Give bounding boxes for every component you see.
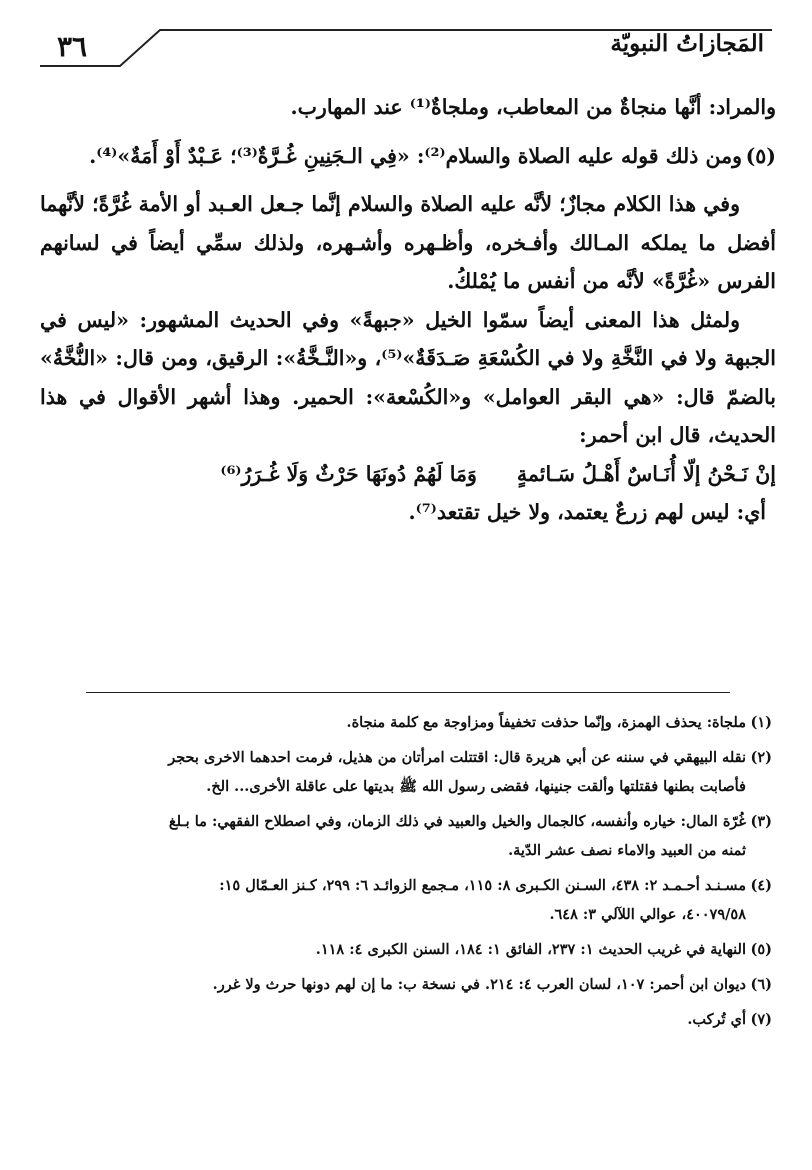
footnote-5 (44, 935, 772, 964)
footnote-1 (44, 708, 772, 737)
footnote-text: النهاية في غريب الحديث ١: ٢٣٧، الفائق ١: ١٨٤، السنن الكبرى ٤: ١١٨. (315, 941, 746, 958)
footnotes (44, 708, 772, 1040)
page-header (40, 22, 772, 72)
footnote-number: (١) (750, 714, 772, 731)
footnote-text: غُرّة المال: خياره وأنفسه، كالجمال والخيل والعبيد في ذلك الزمان، وفي اصطلاح الفقهي: ما بـلغ (168, 813, 746, 830)
poetry-verse (40, 455, 776, 494)
footnote-number: (٥) (750, 941, 772, 958)
footnote-text: ملجاة: يحذف الهمزة، وإنّما حذفت تخفيفاً ومزاوجة مع كلمة منجاة. (346, 714, 746, 731)
footnote-continuation: ٤٠٠٧٩/٥٨، عوالي اللآلي ٣: ٦٤٨. (549, 906, 746, 923)
footnote-number: (٣) (750, 813, 772, 830)
footnote-text: أي تُركب. (687, 1011, 746, 1028)
footnote-separator (86, 692, 730, 693)
verse-gloss: أي: ليس لهم زرعٌ يعتمد، ولا خيل تقتعد⁽⁷⁾. (408, 500, 766, 524)
item-text: ومن ذلك قوله عليه الصلاة والسلام⁽²⁾: «فِي الـجَنِينِ غُـرَّةٌ⁽³⁾؛ عَـبْدٌ أَوْ أَمَةٌ»⁽⁴⁾. (89, 143, 742, 168)
footnote-number: (٢) (750, 749, 772, 766)
footnote-text: ديوان ابن أحمر: ١٠٧، لسان العرب ٤: ٢١٤. في نسخة ب: ما إن لهم دونها حرث ولا غرر. (212, 976, 746, 993)
footnote-6 (44, 970, 772, 999)
footnote-number: (٧) (750, 1011, 772, 1028)
footnote-number: (٤) (750, 877, 772, 894)
main-text (40, 88, 776, 532)
verse-first-hemistich: إنْ نَـحْنُ إلّا أُنَـاسٌ أَهْـلُ سَـائمةٍ (516, 461, 776, 486)
paragraph-2: وفي هذا الكلام مجازٌ؛ لأنَّه عليه الصلاة والسلام إنَّما جـعل العـبد أو الأمة غُرَّةً؛ لأنَّهما أفضل ما يملكه المـالك وأفـخره، وأظـهره وأشـهره، ولذلك سمِّي أيضاً في لسانهم الفرس «غُرَّةً» لأنَّه من أنفس ما يُمْلكُ. (40, 192, 776, 293)
footnote-number: (٦) (750, 976, 772, 993)
paragraph-1: والمراد: أنَّها منجاةٌ من المعاطب، وملجاةٌ⁽¹⁾ عند المهارب. (290, 95, 776, 119)
footnote-continuation: ثمنه من العبيد والاماء نصف عشر الدّية. (508, 842, 746, 859)
verse-second-hemistich: وَمَا لَهُمْ دُونَهَا حَرْثٌ وَلَا غُـرَرُ⁽⁶⁾ (220, 461, 477, 486)
numbered-item-5 (40, 137, 776, 176)
running-title: المَجازاتُ النبويّة (610, 30, 764, 57)
item-number: (٥) (745, 143, 776, 168)
paragraph-3: ولمثل هذا المعنى أيضاً سمّوا الخيل «جبهةً» وفي الحديث المشهور: «ليس في الجبهة ولا في النَّخَّةِ ولا في الكُسْعَةِ صَـدَقَةٌ»⁽⁵⁾، و«النَّـخَّةُ»: الرقيق، ومن قال: «النُّخَّةُ» بالضمّ قال: «هي البقر العوامل» و«الكُسْعة»: الحمير. وهذا أشهر الأقوال في هذا الحديث، قال ابن أحمر: (40, 307, 776, 447)
page-number: ٣٦ (56, 30, 88, 63)
footnote-text: نقله البيهقي في سننه عن أبي هريرة قال: اقتتلت امرأتان من هذيل، فرمت احدهما الاخرى بحجر (168, 749, 746, 766)
footnote-2 (44, 743, 772, 801)
footnote-4 (44, 871, 772, 929)
footnote-text: مسـنـد أحـمـد ٢: ٤٣٨، السـنن الكـبرى ٨: ١١٥، مـجمع الزوائـد ٦: ٢٩٩، كـنز العـمّال ١٥: (219, 877, 746, 894)
footnote-7 (44, 1005, 772, 1034)
footnote-3 (44, 807, 772, 865)
footnote-continuation: فأصابت بطنها فقتلتها وألقت جنينها، فقضى رسول الله ﷺ بديتها على عاقلة الأخرى... الخ. (206, 778, 746, 795)
